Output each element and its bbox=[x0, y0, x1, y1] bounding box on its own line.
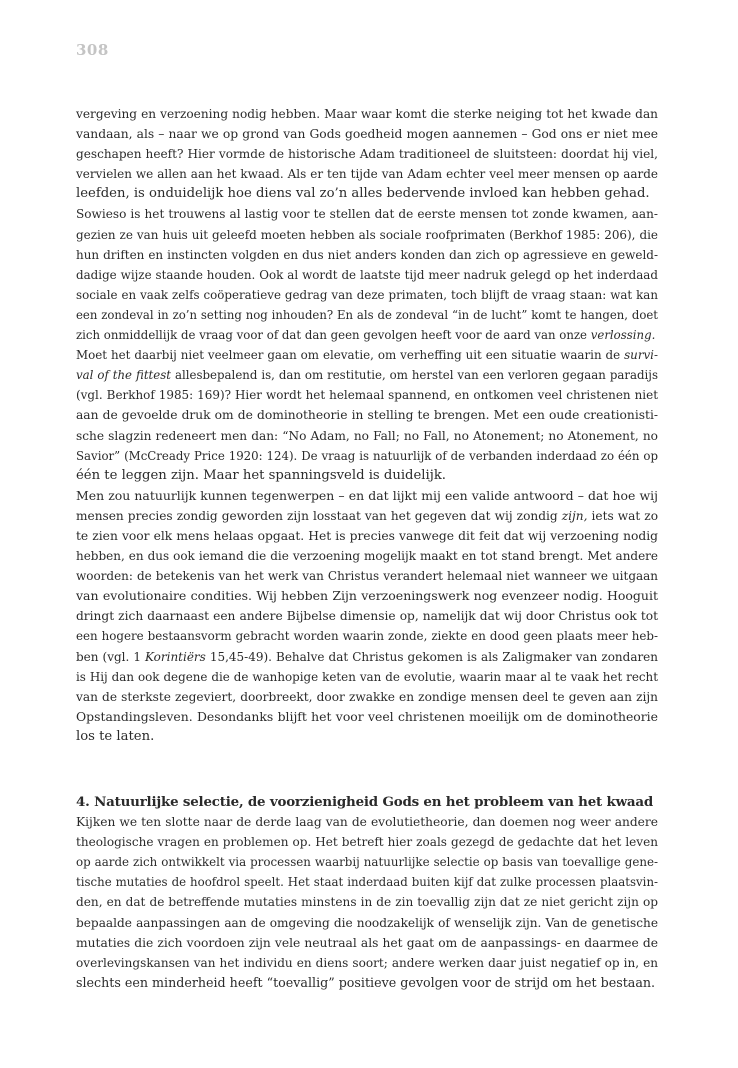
italic-term: Korintiërs bbox=[145, 649, 206, 664]
text-run: iets wat zo bbox=[591, 508, 659, 523]
text-line: Men zou natuurlijk kunnen tegenwerpen – en dat lijkt mij een valide antwoord – dat hoe wij bbox=[76, 487, 658, 503]
text-run: 15,45-49). Behalve dat Christus gekomen is als Zaligmaker van zondaren bbox=[209, 649, 658, 664]
text-run: allesbepalend is, dan om restitutie, om herstel van een verloren gegaan paradijs bbox=[174, 368, 658, 383]
text-line: mutaties die zich voordoen zijn vele neutraal als het gaat om de aanpassings- en daarmee de bbox=[76, 935, 658, 950]
text-run: ben (vgl. 1 bbox=[76, 649, 141, 664]
text-line: is Hij dan ook degene die de wanhopige keten van de evolutie, waarin maar al te vaak het recht bbox=[76, 669, 658, 684]
text-line: hun driften en instincten volgden en dus niet anders konden dan zich op agressieve en geweld- bbox=[76, 247, 658, 262]
body-text-section-4 bbox=[76, 792, 658, 993]
text-line: sche slagzin redeneert men dan: “No Adam, no Fall; no Fall, no Atonement; no Atonement, no bbox=[76, 428, 658, 443]
italic-term: zijn, bbox=[561, 508, 588, 523]
text-line: Opstandingsleven. Desondanks blijft het voor veel christenen moeilijk om de dominotheorie bbox=[76, 708, 658, 724]
body-text-section-3 bbox=[76, 104, 658, 747]
text-line: theologische vragen en problemen op. Het betreft hier zoals gezegd de gedachte dat het leven bbox=[76, 835, 658, 850]
text-line: overlevingskansen van het individu en diens soort; andere werken daar juist negatief op in, en bbox=[76, 955, 658, 970]
text-line: dringt zich daarnaast een andere Bijbelse dimensie op, namelijk dat wij door Christus ook tot bbox=[76, 609, 658, 624]
section-heading: 4. Natuurlijke selectie, de voorzienigheid Gods en het probleem van het kwaad bbox=[76, 794, 654, 810]
text-line bbox=[76, 647, 658, 667]
text-line: bepaalde aanpassingen aan de omgeving die noodzakelijk of wenselijk zijn. Van de genetische bbox=[76, 915, 658, 930]
text-line: slechts een minderheid heeft “toevallig” positieve gevolgen voor de strijd om het bestaan. bbox=[76, 974, 656, 990]
text-line: van de sterkste zegeviert, doorbreekt, door zwakke en zondige mensen deel te geven aan zijn bbox=[76, 689, 658, 704]
text-line: één te leggen zijn. Maar het spanningsveld is duidelijk. bbox=[76, 467, 446, 483]
text-line: vervielen we allen aan het kwaad. Als er ten tijde van Adam echter veel meer mensen op aarde bbox=[76, 167, 658, 182]
text-line: sociale en vaak zelfs coöperatieve gedrag van deze primaten, toch blijft de vraag staan: wat kan bbox=[76, 287, 658, 302]
text-line: leefden, is onduidelijk hoe diens val zo’n alles bedervende invloed kan hebben gehad. bbox=[76, 186, 650, 202]
text-line: aan de gevoelde druk om de dominotheorie in stelling te brengen. Met een oude creationisti- bbox=[76, 408, 658, 423]
text-run: mensen precies zondig geworden zijn losstaat van het gegeven dat wij zondig bbox=[76, 508, 558, 523]
text-line: Sowieso is het trouwens al lastig voor te stellen dat de eerste mensen tot zonde kwamen, aan- bbox=[76, 207, 658, 222]
text-run: zich onmiddellijk de vraag voor of dat dan geen gevolgen heeft voor de aard van onze bbox=[76, 328, 588, 343]
text-line: los te laten. bbox=[76, 728, 155, 744]
text-line: Kijken we ten slotte naar de derde laag van de evolutietheorie, dan doemen nog weer andere bbox=[76, 815, 658, 830]
text-line: een hogere bestaansvorm gebracht worden waarin zonde, ziekte en dood geen plaats meer heb- bbox=[76, 629, 658, 644]
text-line: tische mutaties de hoofdrol speelt. Het staat inderdaad buiten kijf dat zulke processen plaatsvin- bbox=[76, 875, 658, 890]
text-line: vandaan, als – naar we op grond van Gods goedheid mogen aannemen – God ons er niet mee bbox=[76, 127, 658, 142]
italic-term: survi- bbox=[624, 348, 658, 363]
italic-term: val of the fittest bbox=[76, 368, 172, 383]
text-line: te zien voor elk mens helaas opgaat. Het is precies vanwege dit feit dat wij verzoening nodig bbox=[76, 528, 658, 543]
text-line bbox=[76, 365, 658, 385]
text-line bbox=[76, 506, 658, 526]
text-line bbox=[76, 345, 658, 365]
text-line: hebben, en dus ook iemand die die verzoening mogelijk maakt en tot stand brengt. Met andere bbox=[76, 549, 658, 564]
italic-term: verlossing. bbox=[590, 328, 656, 343]
text-line: van evolutionaire condities. Wij hebben Zijn verzoeningswerk nog evenzeer nodig. Hooguit bbox=[76, 588, 658, 604]
text-line: woorden: de betekenis van het werk van Christus verandert helemaal niet wanneer we uitgaan bbox=[76, 569, 658, 584]
text-line: vergeving en verzoening nodig hebben. Maar waar komt die sterke neiging tot het kwade dan bbox=[76, 107, 658, 121]
text-line: op aarde zich ontwikkelt via processen waarbij natuurlijke selectie op basis van toevallige gene- bbox=[76, 855, 658, 870]
text-line: den, en dat de betreffende mutaties minstens in de zin toevallig zijn dat ze niet gericht zijn op bbox=[76, 895, 658, 910]
text-line bbox=[76, 325, 658, 345]
text-line: een zondeval in zo’n setting nog inhouden? En als de zondeval “in de lucht” komt te hangen, doet bbox=[76, 307, 658, 322]
text-line: (vgl. Berkhof 1985: 169)? Hier wordt het helemaal spannend, en ontkomen veel christenen niet bbox=[76, 388, 658, 403]
text-line: dadige wijze staande houden. Ook al wordt de laatste tijd meer nadruk gelegd op het inderdaad bbox=[76, 267, 658, 282]
text-line: geschapen heeft? Hier vormde de historische Adam traditioneel de sluitsteen: doordat hij viel, bbox=[76, 147, 658, 162]
text-run: Moet het daarbij niet veelmeer gaan om elevatie, om verheffing uit een situatie waarin de bbox=[76, 348, 621, 363]
page-number: 308 bbox=[76, 41, 109, 59]
text-line: gezien ze van huis uit geleefd moeten hebben als sociale roofprimaten (Berkhof 1985: 206), die bbox=[76, 227, 658, 242]
text-line: Savior” (McCready Price 1920: 124). De vraag is natuurlijk of de verbanden inderdaad zo één op bbox=[76, 448, 658, 463]
